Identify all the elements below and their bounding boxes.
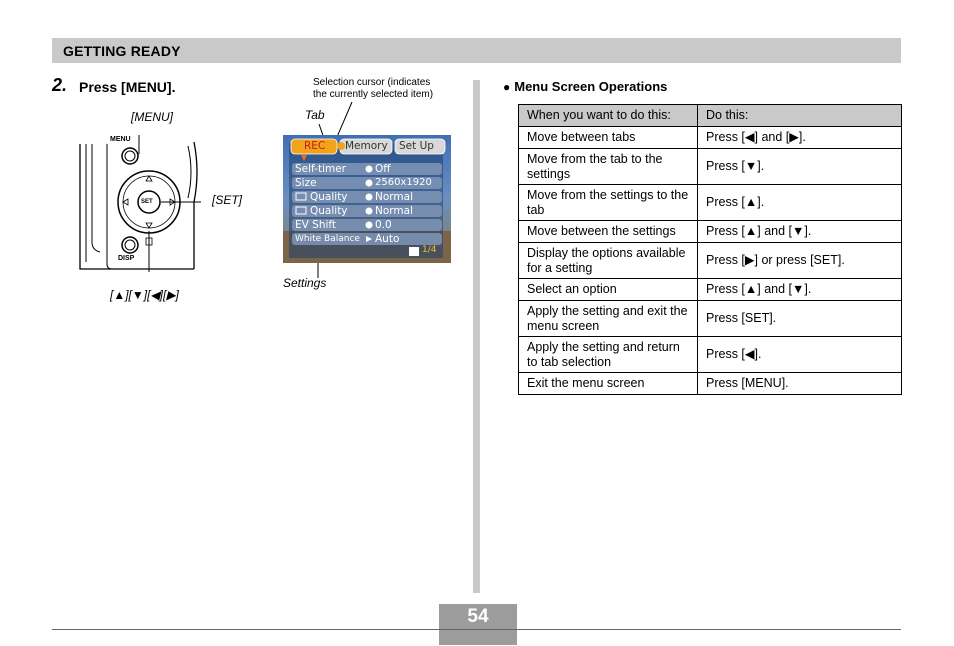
table-cell: Press [▼]. <box>698 149 902 185</box>
table-cell: Move from the settings to the tab <box>519 185 698 221</box>
screen-tab-rec: REC <box>304 140 326 152</box>
table-cell: Press [◀] and [▶]. <box>698 127 902 149</box>
arrow-keys-callout: [▲][▼][◀][▶] <box>110 288 179 302</box>
section-title <box>503 79 667 94</box>
screen-page-indicator: 1/4 <box>422 245 437 255</box>
tab-callout: Tab <box>305 108 325 122</box>
screen-item-name: EV Shift <box>295 219 337 231</box>
screen-item-value: Off <box>375 163 391 175</box>
table-cell: Display the options available for a setting <box>519 243 698 279</box>
table-header-row <box>519 105 902 127</box>
table-row <box>519 185 902 221</box>
table-row <box>519 127 902 149</box>
column-divider <box>473 80 480 593</box>
screen-item-value: 0.0 <box>375 219 392 231</box>
table-row <box>519 279 902 301</box>
table-cell: Press [SET]. <box>698 301 902 337</box>
table-cell: Apply the setting and exit the menu screen <box>519 301 698 337</box>
table-row <box>519 149 902 185</box>
disp-button-label: DISP <box>118 255 135 262</box>
table-cell: Move between the settings <box>519 221 698 243</box>
screen-item-name: White Balance <box>295 234 360 244</box>
table-cell: Move from the tab to the settings <box>519 149 698 185</box>
menu-callout: [MENU] <box>131 110 173 124</box>
table-cell: Select an option <box>519 279 698 301</box>
table-row <box>519 301 902 337</box>
screen-item-value: 2560x1920 <box>375 177 432 188</box>
set-button-label: SET <box>141 199 153 205</box>
table-cell: Press [▲] and [▼]. <box>698 279 902 301</box>
screen-item-value: Normal <box>375 205 413 217</box>
page-number-box-bottom <box>439 630 517 645</box>
bullet-icon: ● <box>503 80 511 94</box>
selection-cursor-note: Selection cursor (indicates the currently selected item) <box>313 77 434 100</box>
section-header-band <box>52 38 901 63</box>
table-row <box>519 243 902 279</box>
screen-tab-setup: Set Up <box>399 140 434 152</box>
settings-callout: Settings <box>283 276 327 290</box>
table-cell: Press [▲]. <box>698 185 902 221</box>
page-number: 54 <box>467 606 489 627</box>
table-row <box>519 221 902 243</box>
section-title-text: Menu Screen Operations <box>514 79 668 94</box>
screen-tab-memory: Memory <box>345 140 388 152</box>
table-cell: Press [MENU]. <box>698 373 902 395</box>
table-cell: Press [▶] or press [SET]. <box>698 243 902 279</box>
table-cell: Exit the menu screen <box>519 373 698 395</box>
screen-item-name: Self-timer <box>295 163 346 175</box>
page-number-box <box>439 604 517 629</box>
screen-item-name: Size <box>295 177 317 189</box>
camera-back-illustration <box>76 132 201 272</box>
set-callout: [SET] <box>212 193 243 207</box>
table-cell: Press [▲] and [▼]. <box>698 221 902 243</box>
table-row <box>519 373 902 395</box>
screen-item-value: Normal <box>375 191 413 203</box>
screen-item-name: Quality <box>310 191 348 203</box>
camera-menu-screen <box>283 135 451 263</box>
table-cell: Move between tabs <box>519 127 698 149</box>
section-header-title: GETTING READY <box>63 43 181 59</box>
table-cell: Apply the setting and return to tab selection <box>519 337 698 373</box>
table-cell: Press [◀]. <box>698 337 902 373</box>
step-number: 2. <box>52 75 68 95</box>
table-header-cell: When you want to do this: <box>519 105 698 127</box>
table-row <box>519 337 902 373</box>
screen-item-name: Quality <box>310 205 348 217</box>
menu-operations-table <box>518 104 902 395</box>
screen-item-value: Auto <box>375 233 400 245</box>
table-header-cell: Do this: <box>698 105 902 127</box>
step-text: Press [MENU]. <box>79 79 176 95</box>
menu-button-label: MENU <box>110 136 131 143</box>
